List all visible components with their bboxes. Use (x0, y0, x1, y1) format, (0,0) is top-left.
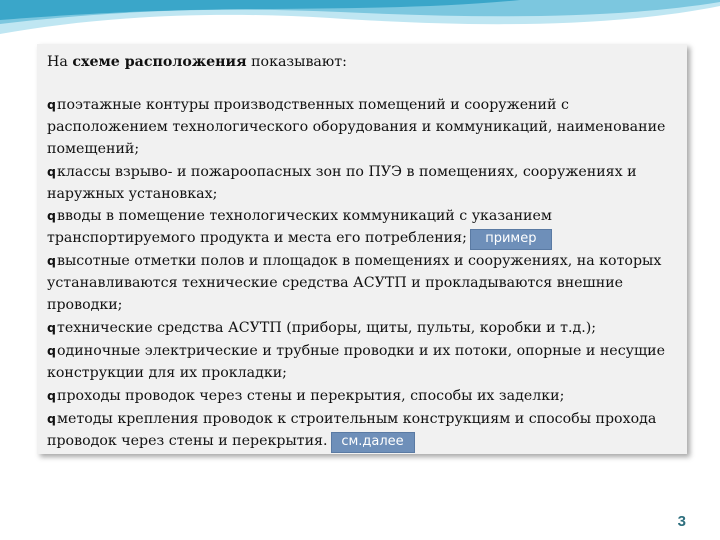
list-item (47, 340, 687, 385)
bullet-icon: q (47, 163, 56, 179)
page-number: 3 (677, 513, 686, 530)
bullet-list (47, 94, 687, 453)
bullet-icon: q (47, 342, 56, 358)
list-item (47, 161, 687, 206)
list-item (47, 94, 687, 161)
bullet-text: вводы в помещение технологических коммуникаций с указанием транспортируемого продукта и места его потребления; (47, 208, 552, 247)
list-item (47, 385, 687, 408)
bullet-icon: q (47, 208, 56, 224)
bullet-text: поэтажные контуры производственных помещений и сооружений с расположением технологического оборудования и коммуникаций, наименование помещений; (47, 96, 666, 157)
intro-bold-term: схеме расположения (72, 54, 247, 70)
list-item (47, 317, 687, 340)
list-item (47, 250, 687, 317)
bullet-text: методы крепления проводок к строительным конструкциям и способы прохода проводок через стены и перекрытия. (47, 410, 657, 449)
example-button[interactable]: пример (470, 229, 552, 250)
see-more-button[interactable]: см.далее (331, 432, 415, 453)
bullet-icon: q (47, 253, 56, 269)
bullet-text: классы взрыво- и пожароопасных зон по ПУЭ в помещениях, сооружениях и наружных установках; (47, 163, 637, 202)
bullet-icon: q (47, 96, 56, 112)
bullet-text: технические средства АСУТП (приборы, щиты, пульты, коробки и т.д.); (57, 320, 597, 337)
slide-text (47, 52, 687, 453)
intro-prefix: На (47, 54, 73, 70)
bullet-icon: q (47, 410, 56, 426)
list-item (47, 205, 687, 250)
list-item (47, 408, 687, 453)
bullet-text: проходы проводок через стены и перекрытия, способы их заделки; (57, 387, 565, 404)
bullet-text: высотные отметки полов и площадок в помещениях и сооружениях, на которых устанавливаются технические средства АСУТП и прокладываются внешние проводки; (47, 253, 662, 314)
bullet-icon: q (47, 387, 56, 403)
bullet-text: одиночные электрические и трубные проводки и их потоки, опорные и несущие конструкции для их прокладки; (47, 342, 666, 381)
bullet-icon: q (47, 320, 56, 336)
intro-line (47, 52, 687, 74)
intro-suffix: показывают: (246, 54, 347, 70)
